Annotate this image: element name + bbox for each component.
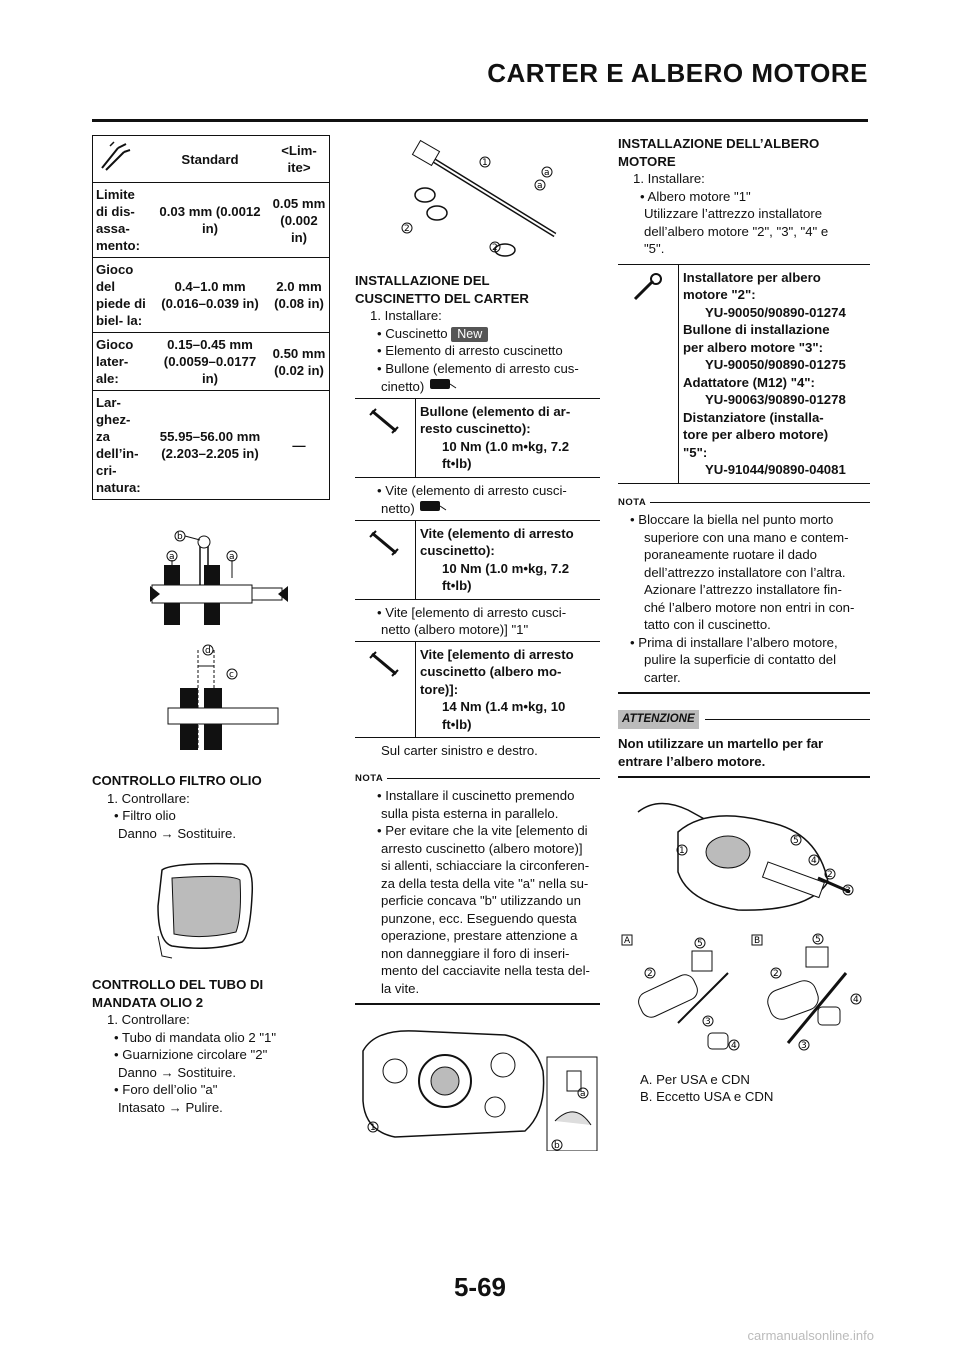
attention-text: Non utilizzare un martello per far <box>618 736 824 751</box>
attention-header <box>618 710 870 730</box>
pipe-title-1: CONTROLLO DEL TUBO DI <box>92 977 264 992</box>
label-B: B <box>754 935 761 946</box>
torque-box: Vite (elemento di arresto cuscinetto): 10 Nm (1.0 m•kg, 7.2 ft•lb) <box>355 520 600 600</box>
header-limit: <Lim- ite> <box>269 136 330 183</box>
bearing-title-1: INSTALLAZIONE DEL <box>355 273 490 288</box>
label-a: a <box>580 1088 586 1099</box>
bearing-item: • Vite (elemento di arresto cusci- <box>377 482 567 498</box>
label-5: 5 <box>815 934 821 945</box>
row-limit: 0.05 mm (0.002 in) <box>269 183 330 258</box>
oil-delivery-pipe-figure <box>355 135 600 260</box>
attention-badge: ATTENZIONE <box>618 710 699 730</box>
label-a: a <box>229 552 235 562</box>
torque-box: Bullone (elemento di ar- resto cuscinetto): 10 Nm (1.0 m•kg, 7.2 ft•lb) <box>355 398 600 478</box>
crankshaft-title-1: INSTALLAZIONE DELL’ALBERO <box>618 136 820 151</box>
tool-icon-cell <box>93 136 152 183</box>
label-3: 3 <box>801 1040 807 1051</box>
label-b: b <box>554 1140 560 1151</box>
special-tool-box: Installatore per albero motore "2": YU-90050/90890-01274 Bullone di installazione per albero motore "3": YU-90050/90890-01275 Adattatore (M12) "4": YU-90063/90890-01278 Distanziatore (installa- tore per albero motore) "5": YU-91044/90890-04081 <box>618 264 870 484</box>
caliper-icon <box>96 140 136 174</box>
caption-b: B. Eccetto USA e CDN <box>640 1089 774 1104</box>
nota-end-rule <box>355 1003 600 1005</box>
crankshaft-width-figure <box>92 640 330 760</box>
label-c: c <box>229 670 234 680</box>
bearing-item-cont: netto) <box>355 499 600 518</box>
watermark: carmanualsonline.info <box>747 1328 874 1343</box>
bearing-section: INSTALLAZIONE DEL CUSCINETTO DEL CARTER 1. Installare: • Cuscinetto New • Elemento di arresto cuscinetto • Bullone (elemento di arresto cus- cinetto) Bullone (elemento di ar- resto cuscinetto): 10 Nm (1.0 m•kg, 7.2 ft•lb) • Vite (elemento di arresto cusci- netto) Vite (elemento di arresto cuscinetto): 10 Nm (1.0 m•kg, 7.2 ft•lb) • Vite [elemento di arresto cusci- netto (albero motore)] "1" Vite [elemento di arresto cuscinetto (albero mo- tore)]: 14 Nm (1.4 m•kg, 10 ft•lb) Sul carter sinistro e destro. NOTA • Installare il cuscinetto premendo sulla pista esterna in parallelo. • Per evitare che la vite [elemento di arresto cuscinetto (albero motore)] si allenti, schiacciare la circonferen- za della testa della vite "a" nella su- perficie concava "b" utilizzando un punzone, ecc. Eseguendo questa operazione, prestare attenzione a non danneggiare il foro di inseri- mento del cacciavite nella testa del- la vite. <box>355 272 600 1005</box>
crankshaft-title-2: MOTORE <box>618 153 676 169</box>
attention-end-rule <box>618 776 870 778</box>
column-middle <box>355 135 600 1151</box>
label-1: 1 <box>370 1122 376 1133</box>
pipe-section <box>92 976 330 1116</box>
row-limit: — <box>269 391 330 500</box>
wrench-icon <box>368 650 402 680</box>
page-title: CARTER E ALBERO MOTORE <box>487 58 868 88</box>
row-label: Lar- ghez- za dell’in- cri- natura: <box>93 391 152 500</box>
pipe-action: Danno → Sostituire. <box>118 1064 237 1080</box>
page-number: 5-69 <box>453 1272 507 1302</box>
crankshaft-installation-figure <box>618 792 870 927</box>
row-standard: 0.15–0.45 mm (0.0059–0.0177 in) <box>151 333 269 391</box>
row-label: Limite di dis- assa- mento: <box>93 183 152 258</box>
locking-agent-icon <box>428 379 458 394</box>
wrench-icon <box>368 529 402 559</box>
pipe-item: • Tubo di mandata olio 2 "1" <box>114 1029 277 1045</box>
wrench-icon <box>368 407 402 437</box>
crankshaft-runout-figure <box>92 530 330 640</box>
figure-captions <box>618 1071 870 1106</box>
label-2: 2 <box>492 243 498 253</box>
label-a: a <box>544 168 550 178</box>
label-4: 4 <box>811 855 817 866</box>
label-3: 3 <box>705 1016 711 1027</box>
header-rule <box>92 119 868 122</box>
label-2: 2 <box>404 224 410 234</box>
pipe-title-2: MANDATA OLIO 2 <box>92 994 204 1010</box>
label-a: a <box>169 552 175 562</box>
header-standard: Standard <box>151 136 269 183</box>
new-badge: New <box>451 327 488 342</box>
label-5: 5 <box>793 835 799 846</box>
label-4: 4 <box>731 1040 737 1051</box>
torque-box: Vite [elemento di arresto cuscinetto (albero mo- tore)]: 14 Nm (1.4 m•kg, 10 ft•lb) <box>355 641 600 739</box>
label-2: 2 <box>647 968 653 979</box>
pipe-item: • Foro dell’olio "a" <box>114 1082 218 1097</box>
label-a: a <box>537 181 543 191</box>
label-2: 2 <box>827 869 833 880</box>
crankcase-bearing-figure <box>355 1021 600 1151</box>
bearing-side-note: Sul carter sinistro e destro. <box>381 743 538 758</box>
label-4: 4 <box>853 994 859 1005</box>
pipe-action: Intasato → Pulire. <box>118 1099 223 1115</box>
bearing-item-cont: cinetto) <box>355 377 600 396</box>
filter-title: CONTROLLO FILTRO OLIO <box>92 773 262 788</box>
label-2: 2 <box>773 968 779 979</box>
nota-header: NOTA <box>618 494 870 512</box>
special-tool-icon <box>631 273 665 303</box>
row-standard: 0.4–1.0 mm (0.016–0.039 in) <box>151 258 269 333</box>
caption-a: A. Per USA e CDN <box>640 1071 750 1087</box>
filter-section <box>92 772 330 842</box>
bearing-title-2: CUSCINETTO DEL CARTER <box>355 290 529 306</box>
label-5: 5 <box>697 938 703 949</box>
label-1: 1 <box>679 845 685 856</box>
column-right <box>618 135 870 1106</box>
label-1: 1 <box>482 158 488 168</box>
row-label: Gioco del piede di biel- la: <box>93 258 152 333</box>
row-limit: 2.0 mm (0.08 in) <box>269 258 330 333</box>
installer-tools-figure <box>618 933 870 1063</box>
bearing-item: • Cuscinetto New <box>355 325 600 343</box>
filter-step: 1. Controllare: <box>107 790 190 806</box>
bearing-item: • Elemento di arresto cuscinetto <box>377 343 563 358</box>
label-b: b <box>177 532 183 542</box>
label-A: A <box>624 935 631 946</box>
bearing-item: • Vite [elemento di arresto cusci- <box>377 604 567 620</box>
label-3: 3 <box>845 885 851 896</box>
oil-filter-figure <box>92 856 330 966</box>
spec-table <box>92 135 330 500</box>
locking-agent-icon <box>418 501 448 516</box>
row-limit: 0.50 mm (0.02 in) <box>269 333 330 391</box>
attention-text: entrare l’albero motore. <box>618 753 766 769</box>
row-standard: 55.95–56.00 mm (2.203–2.205 in) <box>151 391 269 500</box>
column-left <box>92 135 330 1116</box>
bearing-item: • Bullone (elemento di arresto cus- <box>377 360 579 376</box>
bearing-item-cont: netto (albero motore)] "1" <box>381 622 529 637</box>
pipe-step: 1. Controllare: <box>107 1012 190 1027</box>
pipe-item: • Guarnizione circolare "2" <box>114 1047 268 1062</box>
nota-header: NOTA <box>355 770 600 788</box>
nota-end-rule <box>618 692 870 694</box>
filter-item: • Filtro olio <box>114 808 176 823</box>
label-d: d <box>205 646 211 656</box>
filter-action: Danno → Sostituire. <box>118 825 237 841</box>
bearing-step: 1. Installare: <box>370 308 442 323</box>
row-standard: 0.03 mm (0.0012 in) <box>151 183 269 258</box>
crankshaft-install-section: INSTALLAZIONE DELL’ALBERO MOTORE 1. Installare: • Albero motore "1" Utilizzare l’attrezzo installatore dell’albero motore "2", "3", "4" e "5". Installatore per albero motore "2": YU-90050/90890-01274 Bullone di installazione per albero motore "3": YU-90050/90890-01275 Adattatore (M12) "4": YU-90063/90890-01278 Distanziatore (installa- tore per albero motore) "5": YU-91044/90890-04081 NOTA • Bloccare la biella nel punto morto superiore con una mano e contem- poraneamente ruotare il dado dell’attrezzo installatore con l’altra. Azionare l’attrezzo installatore fin- ché l’albero motore non entri in con- tatto con il cuscinetto. • Prima di installare l’albero motore, pulire la superficie di contatto del carter. ATTENZIONE Non utilizzare un martello per far entrare l’albero motore. <box>618 135 870 778</box>
row-label: Gioco later- ale: <box>93 333 152 391</box>
